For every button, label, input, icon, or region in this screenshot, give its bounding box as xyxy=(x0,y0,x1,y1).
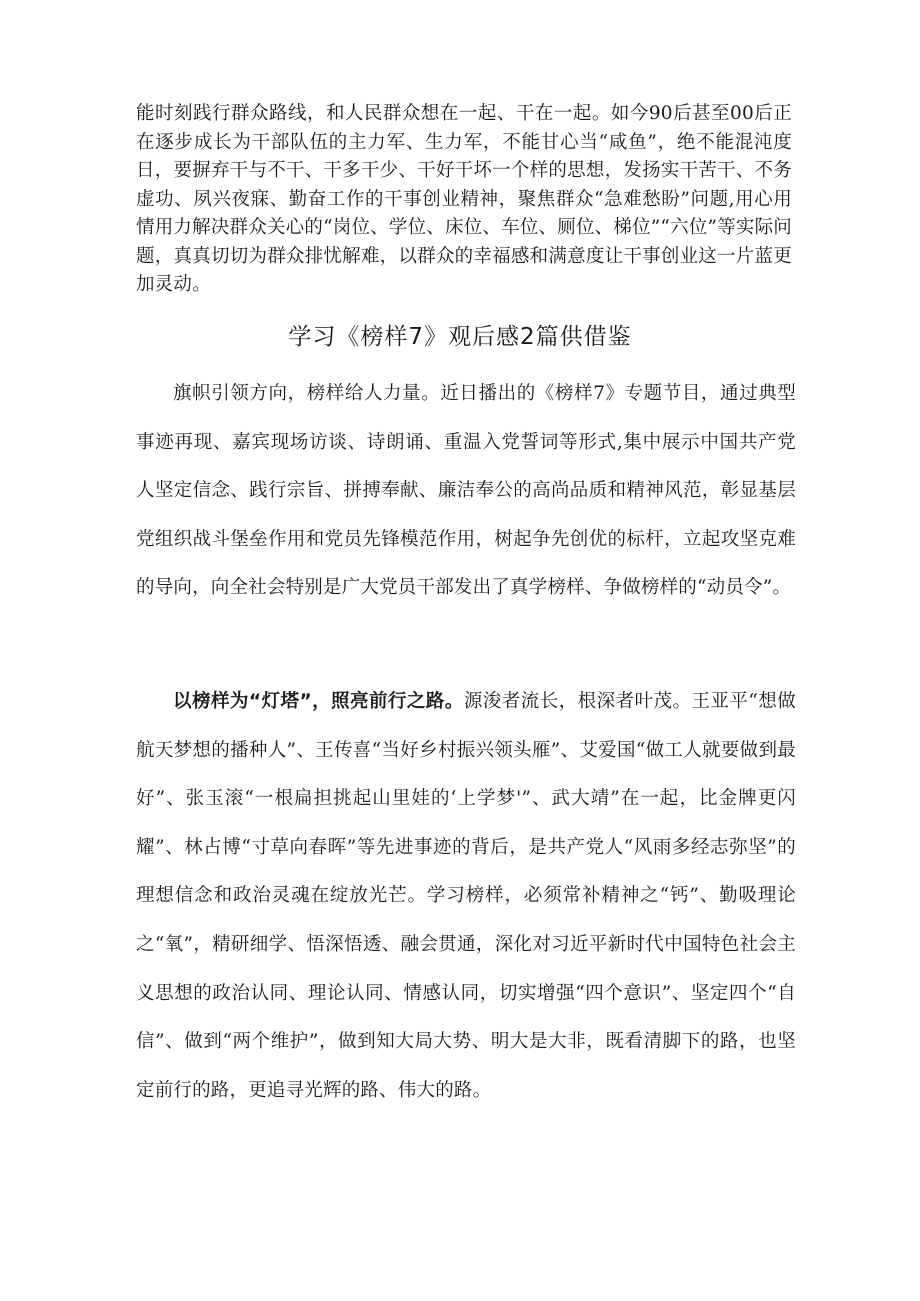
paragraph-2-body: 源浚者流长，根深者叶茂。王亚平“想做航天梦想的播种人”、王传喜“当好乡村振兴领头雁”、艾爱国“做工人就要做到最好”、张玉滚“一根扁担挑起山里娃的‘上学梦'”、武大靖”在一起，比金牌更闪耀”、林占博“寸草向春晖”等先进事迹的背后，是共产党人“风雨多经志弥坚”的理想信念和政治灵魂在绽放光芒。学习榜样，必须常补精神之“钙”、勤吸理论之“氧”，精研细学、悟深悟透、融会贯通，深化对习近平新时代中国特色社会主义思想的政治认同、理论认同、情感认同，切实增强“四个意识”、坚定四个“自信”、做到“两个维护”，做到知大局大势、明大是大非，既看清脚下的路，也坚定前行的路，更追寻光辉的路、伟大的路。 xyxy=(136,691,796,1101)
paragraph-2 xyxy=(136,678,796,1115)
intro-paragraph: 能时刻践行群众路线，和人民群众想在一起、干在一起。如今90后甚至00后正在逐步成长为干部队伍的主力军、生力军，不能甘心当“咸鱼”，绝不能混沌度日，要摒弃干与不干、干多干少、干好干坏一个样的思想，发扬实干苦干、不务虚功、夙兴夜寐、勤奋工作的干事创业精神，聚焦群众“急难愁盼”问题,用心用情用力解决群众关心的“岗位、学位、床位、车位、厕位、梯位”“六位”等实际问题，真真切切为群众排忧解难，以群众的幸福感和满意度让干事创业这一片蓝更加灵动。 xyxy=(136,103,792,295)
article-title: 学习《榜样7》观后感2篇供借鉴 xyxy=(288,324,632,350)
paragraph-2-lead: 以榜样为“灯塔”，照亮前行之路。 xyxy=(173,691,464,712)
paragraph-1: 旗帜引领方向，榜样给人力量。近日播出的《榜样7》专题节目，通过典型事迹再现、嘉宾现场访谈、诗朗诵、重温入党誓词等形式,集中展示中国共产党人坚定信念、践行宗旨、拼搏奉献、廉洁奉公的高尚品质和精神风范，彰显基层党组织战斗堡垒作用和党员先锋模范作用，树起争先创优的标杆，立起攻坚克难的导向，向全社会特别是广大党员干部发出了真学榜样、争做榜样的“动员令”。 xyxy=(136,383,796,599)
